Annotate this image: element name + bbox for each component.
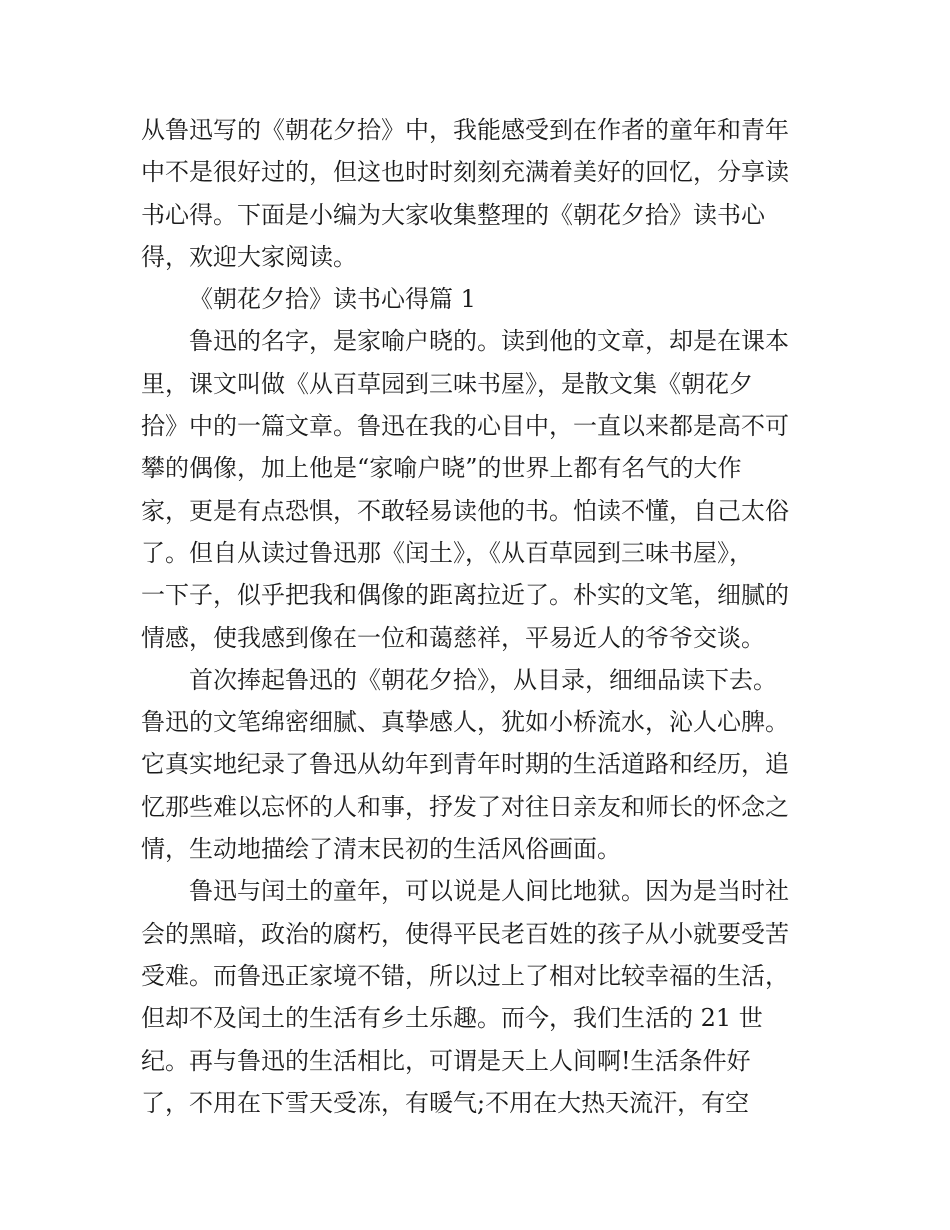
text-line: 鲁迅与闰土的童年，可以说是人间比地狱。因为是当时社 <box>189 877 789 906</box>
text-line: 鲁迅的名字，是家喻户晓的。读到他的文章，却是在课本 <box>189 327 789 356</box>
text-line: 首次捧起鲁迅的《朝花夕拾》，从目录，细细品读下去。 <box>189 665 777 694</box>
text-line: 纪。再与鲁迅的生活相比，可谓是天上人间啊!生活条件好 <box>141 1046 751 1075</box>
text-line: 家，更是有点恐惧，不敢轻易读他的书。怕读不懂，自己太俗 <box>141 496 789 525</box>
text-line: 《朝花夕拾》读书心得篇 1 <box>189 285 476 314</box>
text-line: 拾》中的一篇文章。鲁迅在我的心目中，一直以来都是高不可 <box>141 412 789 441</box>
text-line: 情，生动地描绘了清末民初的生活风俗画面。 <box>141 835 621 864</box>
text-line: 忆那些难以忘怀的人和事，抒发了对往日亲友和师长的怀念之 <box>141 792 789 821</box>
text-line: 但却不及闰土的生活有乡土乐趣。而今，我们生活的 21 世 <box>141 1004 763 1033</box>
text-line: 书心得。下面是小编为大家收集整理的《朝花夕拾》读书心 <box>141 200 765 229</box>
text-line: 攀的偶像，加上他是“家喻户晓”的世界上都有名气的大作 <box>141 454 742 483</box>
text-line: 从鲁迅写的《朝花夕拾》中，我能感受到在作者的童年和青年 <box>141 116 789 144</box>
text-line: 一下子，似乎把我和偶像的距离拉近了。朴实的文笔，细腻的 <box>141 581 789 610</box>
text-line: 情感，使我感到像在一位和蔼慈祥，平易近人的爷爷交谈。 <box>141 623 765 652</box>
text-line: 鲁迅的文笔绵密细腻、真挚感人，犹如小桥流水，沁人心脾。 <box>141 708 789 737</box>
text-line: 了。但自从读过鲁迅那《闰土》，《从百草园到三味书屋》， <box>141 538 753 567</box>
text-line: 中不是很好过的，但这也时时刻刻充满着美好的回忆，分享读 <box>141 158 789 187</box>
text-line: 了，不用在下雪天受冻，有暖气;不用在大热天流汗，有空 <box>141 1088 750 1117</box>
text-line: 里，课文叫做《从百草园到三味书屋》，是散文集《朝花夕 <box>141 369 753 398</box>
text-line: 它真实地纪录了鲁迅从幼年到青年时期的生活道路和经历，追 <box>141 750 789 779</box>
text-line: 得，欢迎大家阅读。 <box>141 242 357 271</box>
text-line: 受难。而鲁迅正家境不错，所以过上了相对比较幸福的生活， <box>141 961 789 990</box>
document-body <box>141 109 816 1124</box>
text-line: 会的黑暗，政治的腐朽，使得平民老百姓的孩子从小就要受苦 <box>141 919 789 948</box>
